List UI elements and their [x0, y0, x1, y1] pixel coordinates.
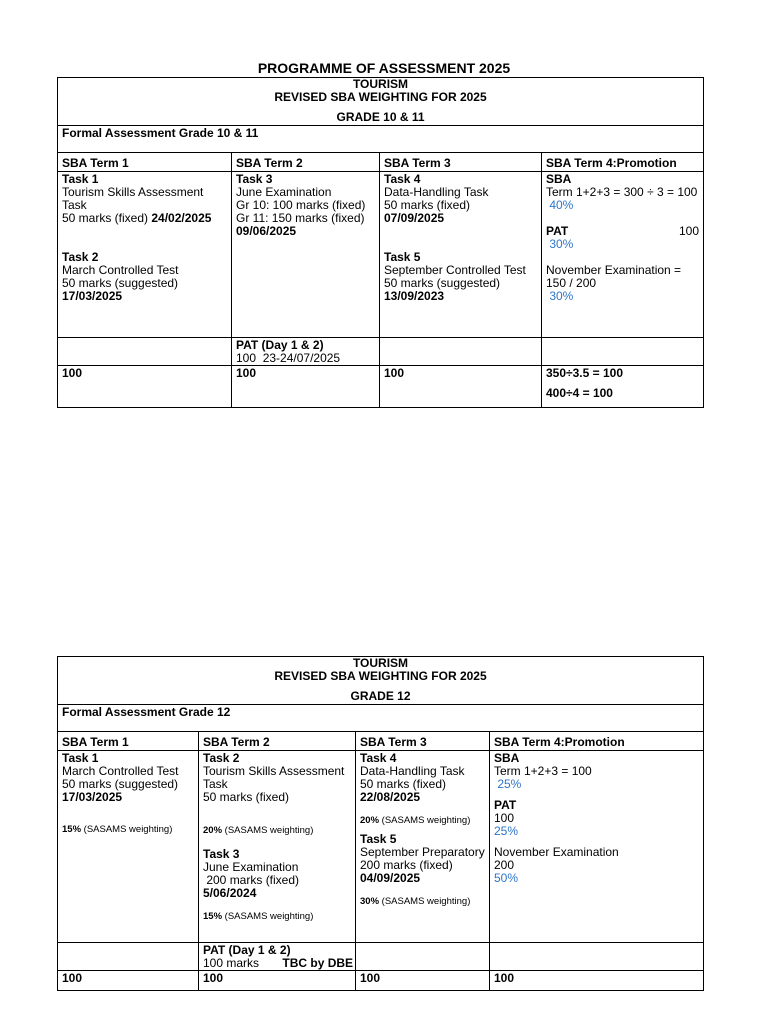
sasams-weighting-label: (SASAMS weighting) [222, 911, 314, 922]
term4-total [542, 366, 704, 408]
grade-12-table [57, 656, 704, 991]
task2-description-cont: Task [203, 777, 228, 791]
task2-title: Task 2 [62, 250, 99, 264]
sba-percentage: 25% [494, 777, 522, 791]
total-calc-2: 400÷4 = 100 [546, 386, 613, 400]
grade-label: GRADE 12 [350, 689, 411, 703]
pat-value: 100 [494, 811, 515, 825]
term1-header: SBA Term 1 [58, 153, 232, 172]
task3-title: Task 3 [236, 172, 273, 186]
task1-weight: 15% [62, 824, 82, 835]
sasams-weighting-label: (SASAMS weighting) [379, 815, 471, 826]
table-header [58, 657, 704, 705]
term4-promotion [490, 751, 704, 943]
term4-promotion [542, 172, 704, 338]
task5-title: Task 5 [360, 832, 397, 846]
task1-description-cont: Task [62, 198, 87, 212]
task4-title: Task 4 [360, 751, 397, 765]
term1-total: 100 [58, 971, 199, 991]
pat-empty-cell [356, 943, 490, 971]
task1-title: Task 1 [62, 751, 99, 765]
pat-label: PAT [494, 798, 517, 812]
pat-marks: 100 marks [203, 956, 260, 970]
sasams-weighting-label: (SASAMS weighting) [81, 824, 173, 835]
grade-10-11-table [57, 77, 704, 408]
total-calc-1: 350÷3.5 = 100 [546, 366, 623, 380]
term2-total: 100 [232, 366, 380, 408]
pat-empty-cell [380, 338, 542, 366]
pat-cell [199, 943, 356, 971]
grade-label: GRADE 10 & 11 [336, 110, 425, 124]
sba-label: SBA [546, 172, 572, 186]
task4-date: 22/08/2025 [360, 790, 421, 804]
pat-day-detail: 100 23-24/07/2025 [236, 351, 341, 365]
revised-heading: REVISED SBA WEIGHTING FOR 2025 [274, 90, 487, 104]
term1-header: SBA Term 1 [58, 732, 199, 751]
task5-marks: 50 marks (suggested) [384, 276, 501, 290]
term2-header: SBA Term 2 [232, 153, 380, 172]
task1-date: 17/03/2025 [62, 790, 123, 804]
pat-percentage: 25% [494, 824, 519, 838]
sasams-weighting-label: (SASAMS weighting) [222, 825, 314, 836]
task5-description: September Preparatory [360, 845, 485, 859]
term2-tasks [232, 172, 380, 338]
formal-assessment-label: Formal Assessment Grade 10 & 11 [58, 126, 704, 153]
sba-label: SBA [494, 751, 520, 765]
task3-marks: 200 marks (fixed) [203, 873, 300, 887]
formal-assessment-label: Formal Assessment Grade 12 [58, 705, 704, 732]
pat-empty-cell [58, 338, 232, 366]
november-exam-label: November Examination [494, 845, 619, 859]
november-exam-percentage: 50% [494, 871, 519, 885]
pat-percentage: 30% [546, 237, 574, 251]
pat-empty-cell [490, 943, 704, 971]
task3-gr11-marks: Gr 11: 150 marks (fixed) [236, 211, 365, 225]
november-exam-marks: 150 / 200 [546, 276, 597, 290]
sba-calculation: Term 1+2+3 = 100 [494, 764, 592, 778]
subject-label: TOURISM [352, 77, 409, 91]
task3-description: June Examination [236, 185, 332, 199]
task1-marks: 50 marks (fixed) [62, 211, 152, 225]
task5-weight: 30% [360, 896, 380, 907]
pat-empty-cell [58, 943, 199, 971]
task2-marks: 50 marks (suggested) [62, 276, 179, 290]
task2-title: Task 2 [203, 751, 240, 765]
term2-tasks [199, 751, 356, 943]
pat-label: PAT [546, 224, 569, 238]
task5-title: Task 5 [384, 250, 421, 264]
task3-title: Task 3 [203, 847, 240, 861]
task4-title: Task 4 [384, 172, 421, 186]
task5-marks: 200 marks (fixed) [360, 858, 453, 872]
term1-tasks [58, 751, 199, 943]
task2-description: March Controlled Test [62, 263, 179, 277]
task3-date: 5/06/2024 [203, 886, 257, 900]
term4-header: SBA Term 4:Promotion [542, 153, 704, 172]
task3-date: 09/06/2025 [236, 224, 297, 238]
pat-empty-cell [542, 338, 704, 366]
task1-description: March Controlled Test [62, 764, 179, 778]
task3-weight: 15% [203, 911, 223, 922]
term2-total: 100 [199, 971, 356, 991]
november-exam-marks: 200 [494, 858, 515, 872]
task3-gr10-marks: Gr 10: 100 marks (fixed) [236, 198, 366, 212]
task2-marks: 50 marks (fixed) [203, 790, 290, 804]
sba-percentage: 40% [546, 198, 574, 212]
table-header [58, 78, 704, 126]
task4-date: 07/09/2025 [384, 211, 445, 225]
november-exam-label: November Examination = [546, 263, 682, 277]
sba-calculation: Term 1+2+3 = 300 ÷ 3 = 100 [546, 185, 698, 199]
task1-marks: 50 marks (suggested) [62, 777, 179, 791]
sasams-weighting-label: (SASAMS weighting) [379, 896, 471, 907]
task4-description: Data-Handling Task [384, 185, 489, 199]
revised-heading: REVISED SBA WEIGHTING FOR 2025 [274, 669, 487, 683]
task2-date: 17/03/2025 [62, 289, 123, 303]
task3-description: June Examination [203, 860, 299, 874]
task1-date: 24/02/2025 [151, 211, 212, 225]
term3-header: SBA Term 3 [356, 732, 490, 751]
page-title: PROGRAMME OF ASSESSMENT 2025 [257, 60, 511, 76]
term4-header: SBA Term 4:Promotion [490, 732, 704, 751]
term3-tasks [380, 172, 542, 338]
task4-description: Data-Handling Task [360, 764, 465, 778]
task4-weight: 20% [360, 815, 380, 826]
pat-value: 100 [678, 224, 700, 238]
task1-description: Tourism Skills Assessment [62, 185, 204, 199]
task2-description: Tourism Skills Assessment [203, 764, 345, 778]
task5-date: 13/09/2023 [384, 289, 445, 303]
task5-date: 04/09/2025 [360, 871, 421, 885]
pat-cell [232, 338, 380, 366]
term1-tasks [58, 172, 232, 338]
task2-weight: 20% [203, 825, 223, 836]
term4-total: 100 [490, 971, 704, 991]
pat-tbc-note: TBC by DBE [282, 956, 354, 970]
subject-label: TOURISM [352, 656, 409, 670]
pat-day-title: PAT (Day 1 & 2) [203, 943, 291, 957]
task4-marks: 50 marks (fixed) [360, 777, 447, 791]
term2-header: SBA Term 2 [199, 732, 356, 751]
term3-total: 100 [380, 366, 542, 408]
term3-total: 100 [356, 971, 490, 991]
term3-header: SBA Term 3 [380, 153, 542, 172]
task1-title: Task 1 [62, 172, 99, 186]
pat-day-title: PAT (Day 1 & 2) [236, 338, 324, 352]
term1-total: 100 [58, 366, 232, 408]
november-exam-percentage: 30% [546, 289, 574, 303]
term3-tasks [356, 751, 490, 943]
task4-marks: 50 marks (fixed) [384, 198, 471, 212]
task5-description: September Controlled Test [384, 263, 526, 277]
